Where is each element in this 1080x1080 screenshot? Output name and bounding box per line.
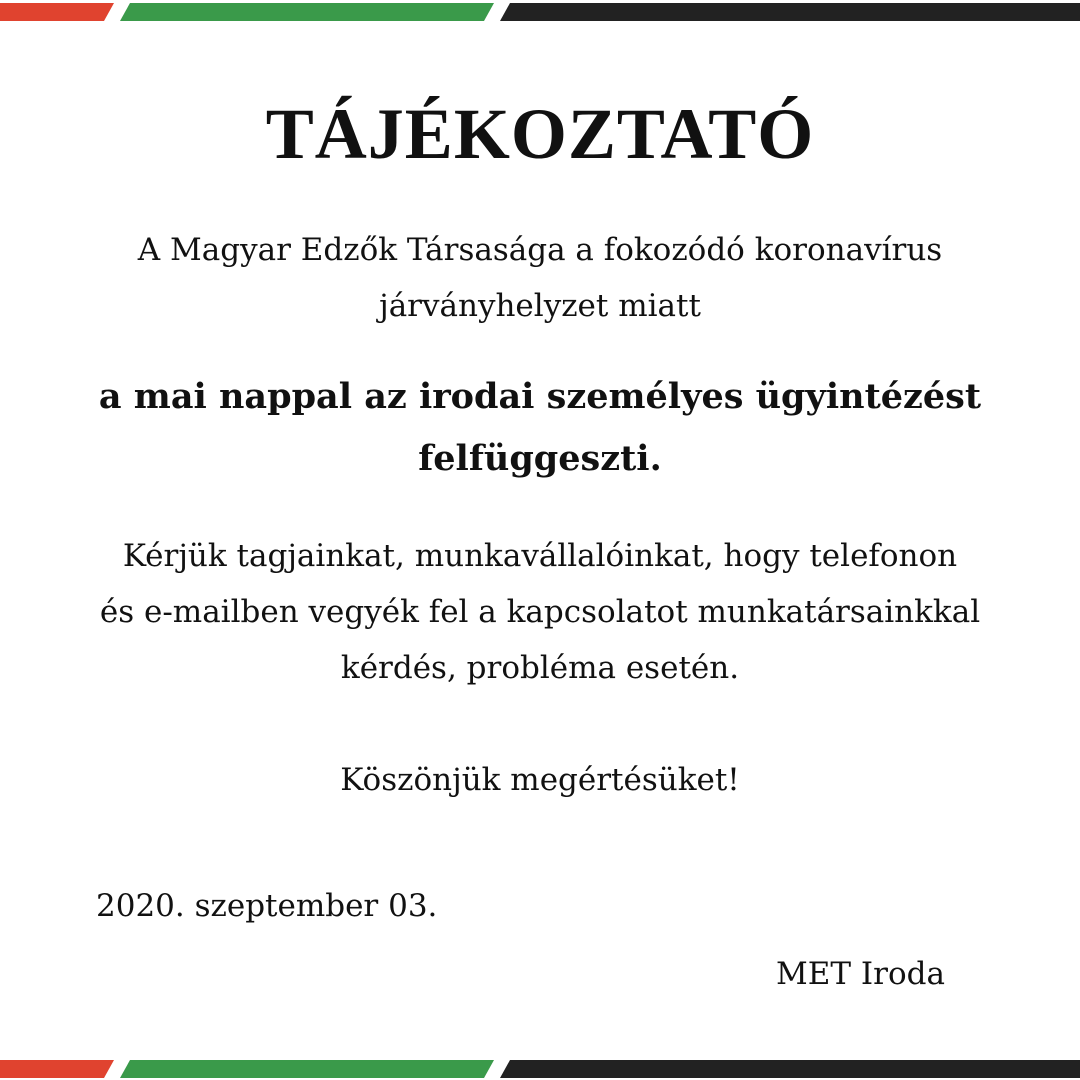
bottom-stripe-green-segment: [120, 1060, 494, 1078]
bottom-stripe-graphic: [0, 1058, 1080, 1080]
request-paragraph: [60, 528, 1020, 696]
intro-paragraph: [100, 222, 980, 334]
notice-title: TÁJÉKOZTATÓ: [265, 94, 815, 174]
highlight-paragraph: [60, 366, 1020, 490]
bottom-stripe-red-segment: [0, 1060, 114, 1078]
bottom-tricolor-stripe: [0, 1058, 1080, 1080]
notice-date: 2020. szeptember 03.: [96, 888, 438, 924]
highlight-line-2: felfüggeszti.: [418, 438, 662, 479]
highlight-line-1: a mai nappal az irodai személyes ügyintézést: [98, 376, 982, 417]
notice-signature: MET Iroda: [776, 956, 945, 992]
request-line-3: kérdés, probléma esetén.: [340, 650, 740, 686]
intro-line-2: járványhelyzet miatt: [379, 288, 701, 324]
thanks-text: Köszönjük megértésüket!: [340, 762, 740, 798]
top-stripe-red-segment: [0, 3, 114, 21]
request-line-2: és e-mailben vegyék fel a kapcsolatot munkatársainkkal: [99, 594, 981, 630]
bottom-stripe-black-segment: [500, 1060, 1080, 1078]
top-stripe-black-segment: [500, 3, 1080, 21]
top-stripe-graphic: [0, 0, 1080, 22]
top-stripe-green-segment: [120, 3, 494, 21]
top-tricolor-stripe: [0, 0, 1080, 22]
request-line-1: Kérjük tagjainkat, munkavállalóinkat, hogy telefonon: [122, 538, 958, 574]
intro-line-1: A Magyar Edzők Társasága a fokozódó koronavírus: [137, 232, 943, 268]
